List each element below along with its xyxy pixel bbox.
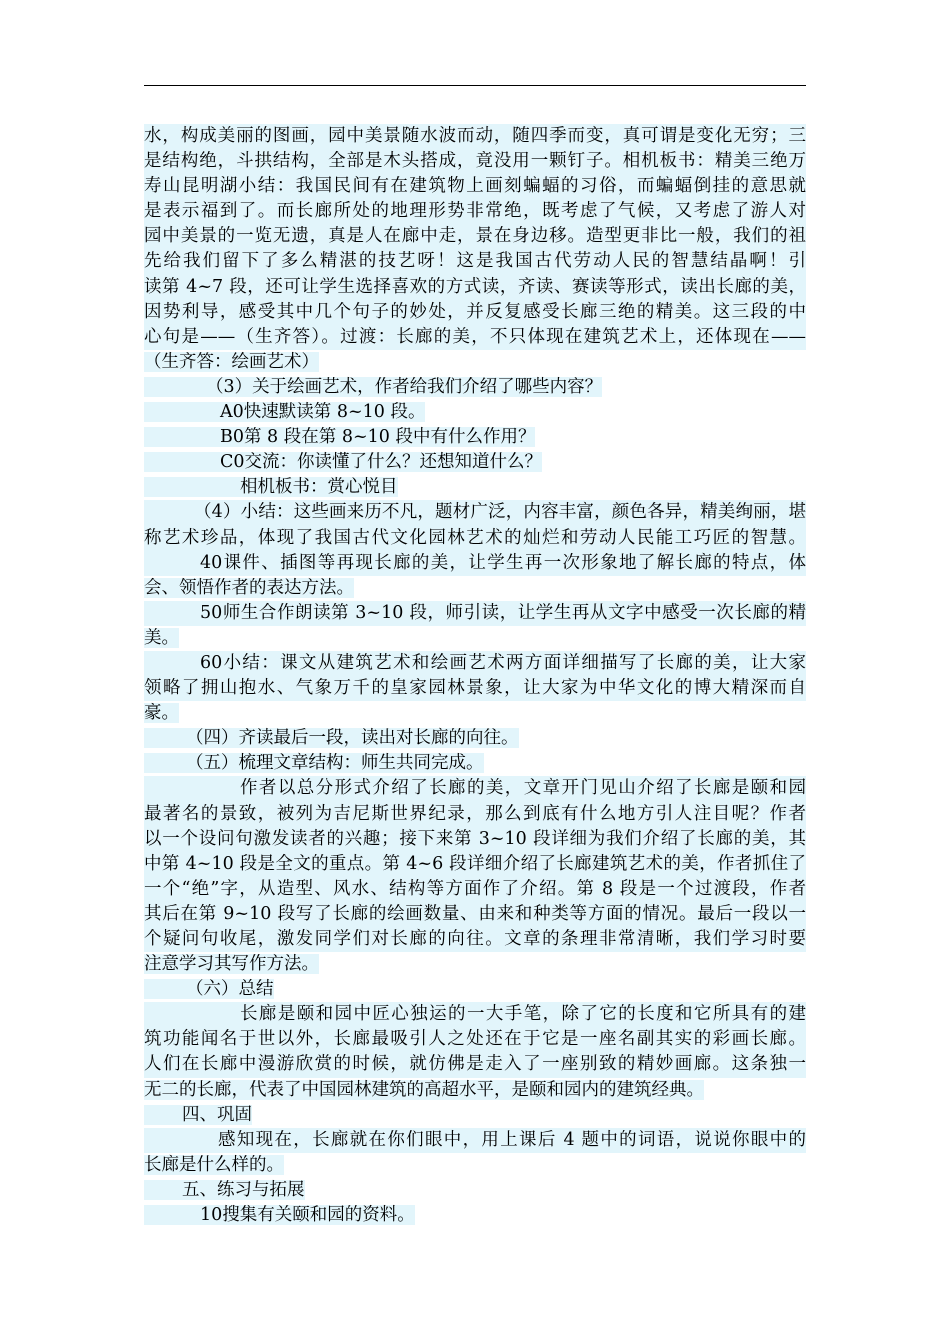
text-line xyxy=(144,827,806,852)
line-text: 注意学习其写作方法。 xyxy=(144,954,319,975)
text-line xyxy=(144,576,806,601)
line-text: A0快速默读第 8~10 段。 xyxy=(144,402,425,422)
text-line xyxy=(144,751,806,776)
text-line xyxy=(144,149,806,174)
line-text: 是结构绝，斗拱结构，全部是木头搭成，竟没用一颗钉子。相机板书：精美三绝万 xyxy=(144,149,806,174)
text-line xyxy=(144,1078,806,1103)
line-text: C0交流：你读懂了什么？还想知道什么？ xyxy=(144,452,542,472)
text-line xyxy=(144,450,806,475)
text-line xyxy=(144,1103,806,1128)
line-text: 园中美景的一览无遗，真是人在廊中走，景在身边移。造型更非比一般，我们的祖 xyxy=(144,224,806,249)
header-rule xyxy=(144,85,806,86)
text-line xyxy=(144,952,806,977)
line-text: 无二的长廊，代表了中国园林建筑的高超水平，是颐和园内的建筑经典。 xyxy=(144,1079,704,1100)
text-line xyxy=(144,249,806,274)
line-text: 中第 4~10 段是全文的重点。第 4~6 段详细介绍了长廊建筑艺术的美，作者抓住了 xyxy=(144,852,806,877)
text-line xyxy=(144,977,806,1002)
text-line xyxy=(144,601,806,626)
text-line xyxy=(144,400,806,425)
line-text: 先给我们留下了多么精湛的技艺呀！这是我国古代劳动人民的智慧结晶啊！引 xyxy=(144,249,806,274)
text-line xyxy=(144,475,806,500)
text-line xyxy=(144,300,806,325)
text-line xyxy=(144,325,806,350)
text-line xyxy=(144,701,806,726)
line-text: 60小结：课文从建筑艺术和绘画艺术两方面详细描写了长廊的美，让大家 xyxy=(144,651,806,676)
text-line xyxy=(144,1052,806,1077)
line-text: 40课件、插图等再现长廊的美，让学生再一次形象地了解长廊的特点，体 xyxy=(144,551,806,576)
text-line xyxy=(144,124,806,149)
line-text: B0第 8 段在第 8~10 段中有什么作用？ xyxy=(144,427,535,447)
line-text: 寿山昆明湖小结：我国民间有在建筑物上画刻蝙蝠的习俗，而蝙蝠倒挂的意思就 xyxy=(144,174,806,199)
text-line xyxy=(144,375,806,400)
line-text: 水，构成美丽的图画，园中美景随水波而动，随四季而变，真可谓是变化无穷；三 xyxy=(144,124,806,149)
text-line xyxy=(144,776,806,801)
line-text: 筑功能闻名于世以外，长廊最吸引人之处还在于它是一座名副其实的彩画长廊。 xyxy=(144,1027,806,1052)
line-text: 50师生合作朗读第 3~10 段，师引读，让学生再从文字中感受一次长廊的精 xyxy=(144,601,806,626)
line-text: （4）小结：这些画来历不凡，题材广泛，内容丰富，颜色各异，精美绚丽，堪 xyxy=(144,500,806,525)
line-text: 美。 xyxy=(144,627,179,648)
text-line xyxy=(144,1128,806,1153)
text-line xyxy=(144,500,806,525)
text-line xyxy=(144,526,806,551)
line-text: 因势利导，感受其中几个句子的妙处，并反复感受长廊三绝的精美。这三段的中 xyxy=(144,300,806,325)
line-text: 是表示福到了。而长廊所处的地理形势非常绝，既考虑了气候，又考虑了游人对 xyxy=(144,199,806,224)
text-line xyxy=(144,626,806,651)
text-line xyxy=(144,350,806,375)
line-text: （四）齐读最后一段，读出对长廊的向往。 xyxy=(144,728,519,748)
text-line xyxy=(144,275,806,300)
text-line xyxy=(144,802,806,827)
line-text: 会、领悟作者的表达方法。 xyxy=(144,577,354,598)
line-text: 个疑问句收尾，激发同学们对长廊的向往。文章的条理非常清晰，我们学习时要 xyxy=(144,927,806,952)
line-text: 领略了拥山抱水、气象万千的皇家园林景象，让大家为中华文化的博大精深而自 xyxy=(144,676,806,701)
line-text: 长廊是颐和园中匠心独运的一大手笔，除了它的长度和它所具有的建 xyxy=(144,1002,806,1027)
line-text: 称艺术珍品，体现了我国古代文化园林艺术的灿烂和劳动人民能工巧匠的智慧。 xyxy=(144,526,806,551)
line-text: （3）关于绘画艺术，作者给我们介绍了哪些内容？ xyxy=(144,377,602,397)
text-line xyxy=(144,927,806,952)
line-text: 感知现在，长廊就在你们眼中，用上课后 4 题中的词语，说说你眼中的 xyxy=(144,1128,806,1153)
line-text: 五、练习与拓展 xyxy=(144,1180,305,1200)
text-line xyxy=(144,174,806,199)
text-line xyxy=(144,1027,806,1052)
line-text: 10搜集有关颐和园的资料。 xyxy=(144,1205,415,1225)
line-text: 最著名的景致，被列为吉尼斯世界纪录，那么到底有什么地方引人注目呢？作者 xyxy=(144,802,806,827)
text-line xyxy=(144,877,806,902)
text-line xyxy=(144,1002,806,1027)
line-text: 以一个设问句激发读者的兴趣；接下来第 3~10 段详细为我们介绍了长廊的美，其 xyxy=(144,827,806,852)
text-line xyxy=(144,1203,806,1228)
line-text: 人们在长廊中漫游欣赏的时候，就仿佛是走入了一座别致的精妙画廊。这条独一 xyxy=(144,1052,806,1077)
text-line xyxy=(144,1153,806,1178)
document-body xyxy=(144,124,806,1228)
line-text: 心句是——（生齐答）。过渡：长廊的美，不只体现在建筑艺术上，还体现在—— xyxy=(144,325,806,350)
line-text: 相机板书：赏心悦目 xyxy=(144,477,398,497)
line-text: 读第 4~7 段，还可让学生选择喜欢的方式读，齐读、赛读等形式，读出长廊的美， xyxy=(144,275,806,300)
line-text: 长廊是什么样的。 xyxy=(144,1154,284,1175)
text-line xyxy=(144,1178,806,1203)
line-text: 豪。 xyxy=(144,703,179,724)
text-line xyxy=(144,726,806,751)
text-line xyxy=(144,676,806,701)
line-text: 作者以总分形式介绍了长廊的美，文章开门见山介绍了长廊是颐和园 xyxy=(144,776,806,801)
text-line xyxy=(144,551,806,576)
text-line xyxy=(144,902,806,927)
text-line xyxy=(144,199,806,224)
line-text: （六）总结 xyxy=(144,979,274,999)
line-text: 四、巩固 xyxy=(144,1105,252,1125)
text-line xyxy=(144,224,806,249)
line-text: 其后在第 9~10 段写了长廊的绘画数量、由来和种类等方面的情况。最后一段以一 xyxy=(144,902,806,927)
line-text: （五）梳理文章结构：师生共同完成。 xyxy=(144,753,484,773)
line-text: （生齐答：绘画艺术） xyxy=(144,351,319,372)
text-line xyxy=(144,852,806,877)
text-line xyxy=(144,651,806,676)
text-line xyxy=(144,425,806,450)
line-text: 一个“绝”字，从造型、风水、结构等方面作了介绍。第 8 段是一个过渡段，作者 xyxy=(144,877,806,902)
